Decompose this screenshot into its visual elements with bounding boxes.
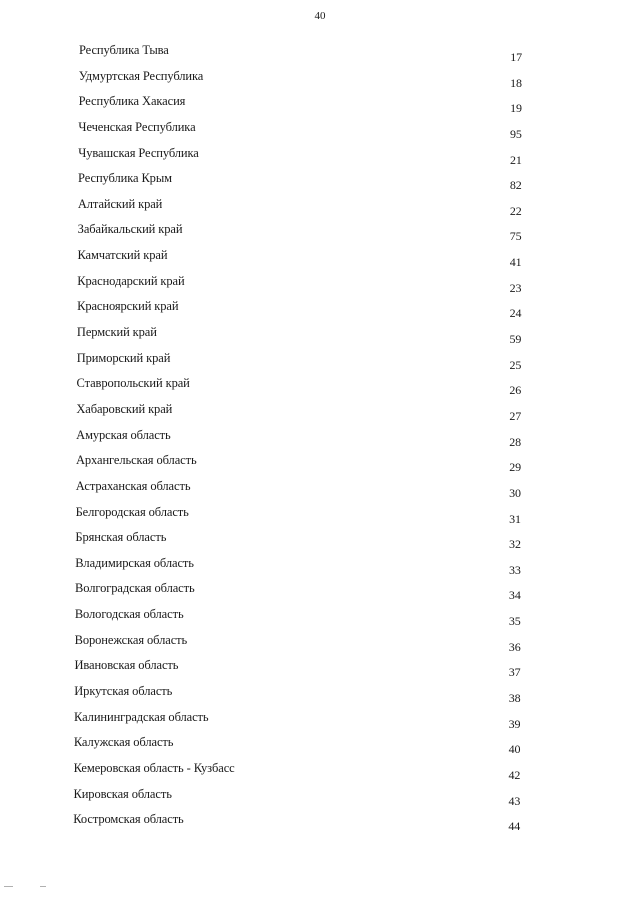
region-name: Хабаровский край [76, 401, 173, 416]
list-item [0, 92, 640, 118]
region-list [0, 41, 640, 836]
region-name: Калужская область [73, 735, 174, 750]
list-item [0, 41, 640, 67]
list-item [0, 246, 640, 272]
list-item [0, 323, 640, 349]
page-number: 40 [314, 10, 326, 22]
region-name: Пермский край [76, 325, 157, 340]
region-name: Забайкальский край [77, 222, 183, 237]
region-code: 32 [509, 537, 521, 552]
region-code: 35 [508, 614, 521, 629]
list-item [0, 682, 640, 708]
region-name: Владимирская область [75, 555, 194, 570]
list-item [0, 169, 640, 195]
region-code: 44 [508, 819, 521, 834]
list-item [0, 400, 640, 426]
scan-mark [4, 886, 13, 887]
list-item [0, 272, 640, 298]
region-code: 17 [510, 50, 522, 64]
region-code: 28 [509, 434, 522, 449]
list-item [0, 144, 640, 170]
list-item [0, 708, 640, 734]
list-item [0, 503, 640, 529]
region-code: 33 [508, 562, 521, 577]
list-item [0, 297, 640, 323]
list-item [0, 451, 640, 477]
list-item [0, 220, 640, 246]
region-name: Удмуртская Республика [78, 68, 204, 83]
region-code: 43 [508, 793, 521, 808]
list-item [0, 733, 640, 759]
region-code: 38 [508, 691, 521, 706]
region-name: Ивановская область [74, 658, 179, 673]
region-name: Архангельская область [75, 453, 197, 468]
region-code: 36 [508, 639, 521, 654]
region-name: Кемеровская область - Кузбасс [73, 760, 235, 775]
list-item [0, 759, 640, 785]
region-code: 31 [509, 511, 521, 526]
region-name: Чеченская Республика [78, 119, 196, 134]
region-code: 75 [509, 229, 522, 244]
region-name: Республика Крым [78, 171, 172, 186]
region-name: Амурская область [76, 427, 171, 442]
region-code: 25 [509, 357, 522, 372]
region-code: 41 [509, 255, 522, 270]
list-item [0, 118, 640, 144]
region-name: Астраханская область [75, 478, 191, 493]
list-item [0, 810, 640, 836]
region-name: Республика Тыва [79, 43, 169, 57]
region-name: Кировская область [73, 786, 172, 801]
region-code: 22 [509, 203, 522, 218]
region-code: 59 [509, 332, 522, 347]
list-item [0, 67, 640, 93]
region-code: 27 [509, 408, 522, 423]
region-name: Воронежская область [74, 632, 188, 647]
list-item [0, 349, 640, 375]
list-item [0, 785, 640, 811]
region-code: 34 [508, 588, 521, 603]
region-name: Приморский край [76, 350, 171, 365]
list-item [0, 579, 640, 605]
region-name: Вологодская область [74, 607, 184, 622]
region-name: Республика Хакасия [78, 94, 186, 109]
region-code: 18 [510, 75, 522, 90]
region-name: Брянская область [75, 530, 167, 545]
list-item [0, 631, 640, 657]
region-code: 24 [509, 306, 522, 321]
region-code: 95 [510, 126, 522, 141]
region-code: 42 [508, 767, 521, 782]
region-code: 26 [509, 383, 522, 398]
region-code: 23 [509, 280, 522, 295]
region-code: 30 [509, 485, 521, 500]
region-name: Белгородская область [75, 504, 189, 519]
region-name: Камчатский край [77, 248, 168, 263]
list-item [0, 656, 640, 682]
scan-mark [40, 886, 46, 887]
region-name: Калининградская область [74, 709, 209, 724]
list-item [0, 426, 640, 452]
list-item [0, 374, 640, 400]
region-code: 19 [510, 101, 522, 116]
region-name: Ставропольский край [76, 376, 190, 391]
region-code: 40 [508, 742, 521, 757]
region-code: 21 [509, 152, 522, 167]
list-item [0, 477, 640, 503]
region-code: 82 [509, 178, 522, 193]
region-name: Волгоградская область [75, 581, 195, 596]
region-name: Иркутская область [74, 684, 173, 699]
region-name: Чувашская Республика [78, 145, 199, 160]
list-item [0, 528, 640, 554]
region-name: Красноярский край [77, 299, 179, 314]
list-item [0, 605, 640, 631]
region-name: Костромская область [73, 812, 184, 827]
region-name: Краснодарский край [77, 273, 185, 288]
region-code: 37 [508, 665, 521, 680]
region-code: 39 [508, 716, 521, 731]
list-item [0, 195, 640, 221]
region-code: 29 [509, 460, 522, 475]
list-item [0, 554, 640, 580]
region-name: Алтайский край [77, 196, 163, 211]
